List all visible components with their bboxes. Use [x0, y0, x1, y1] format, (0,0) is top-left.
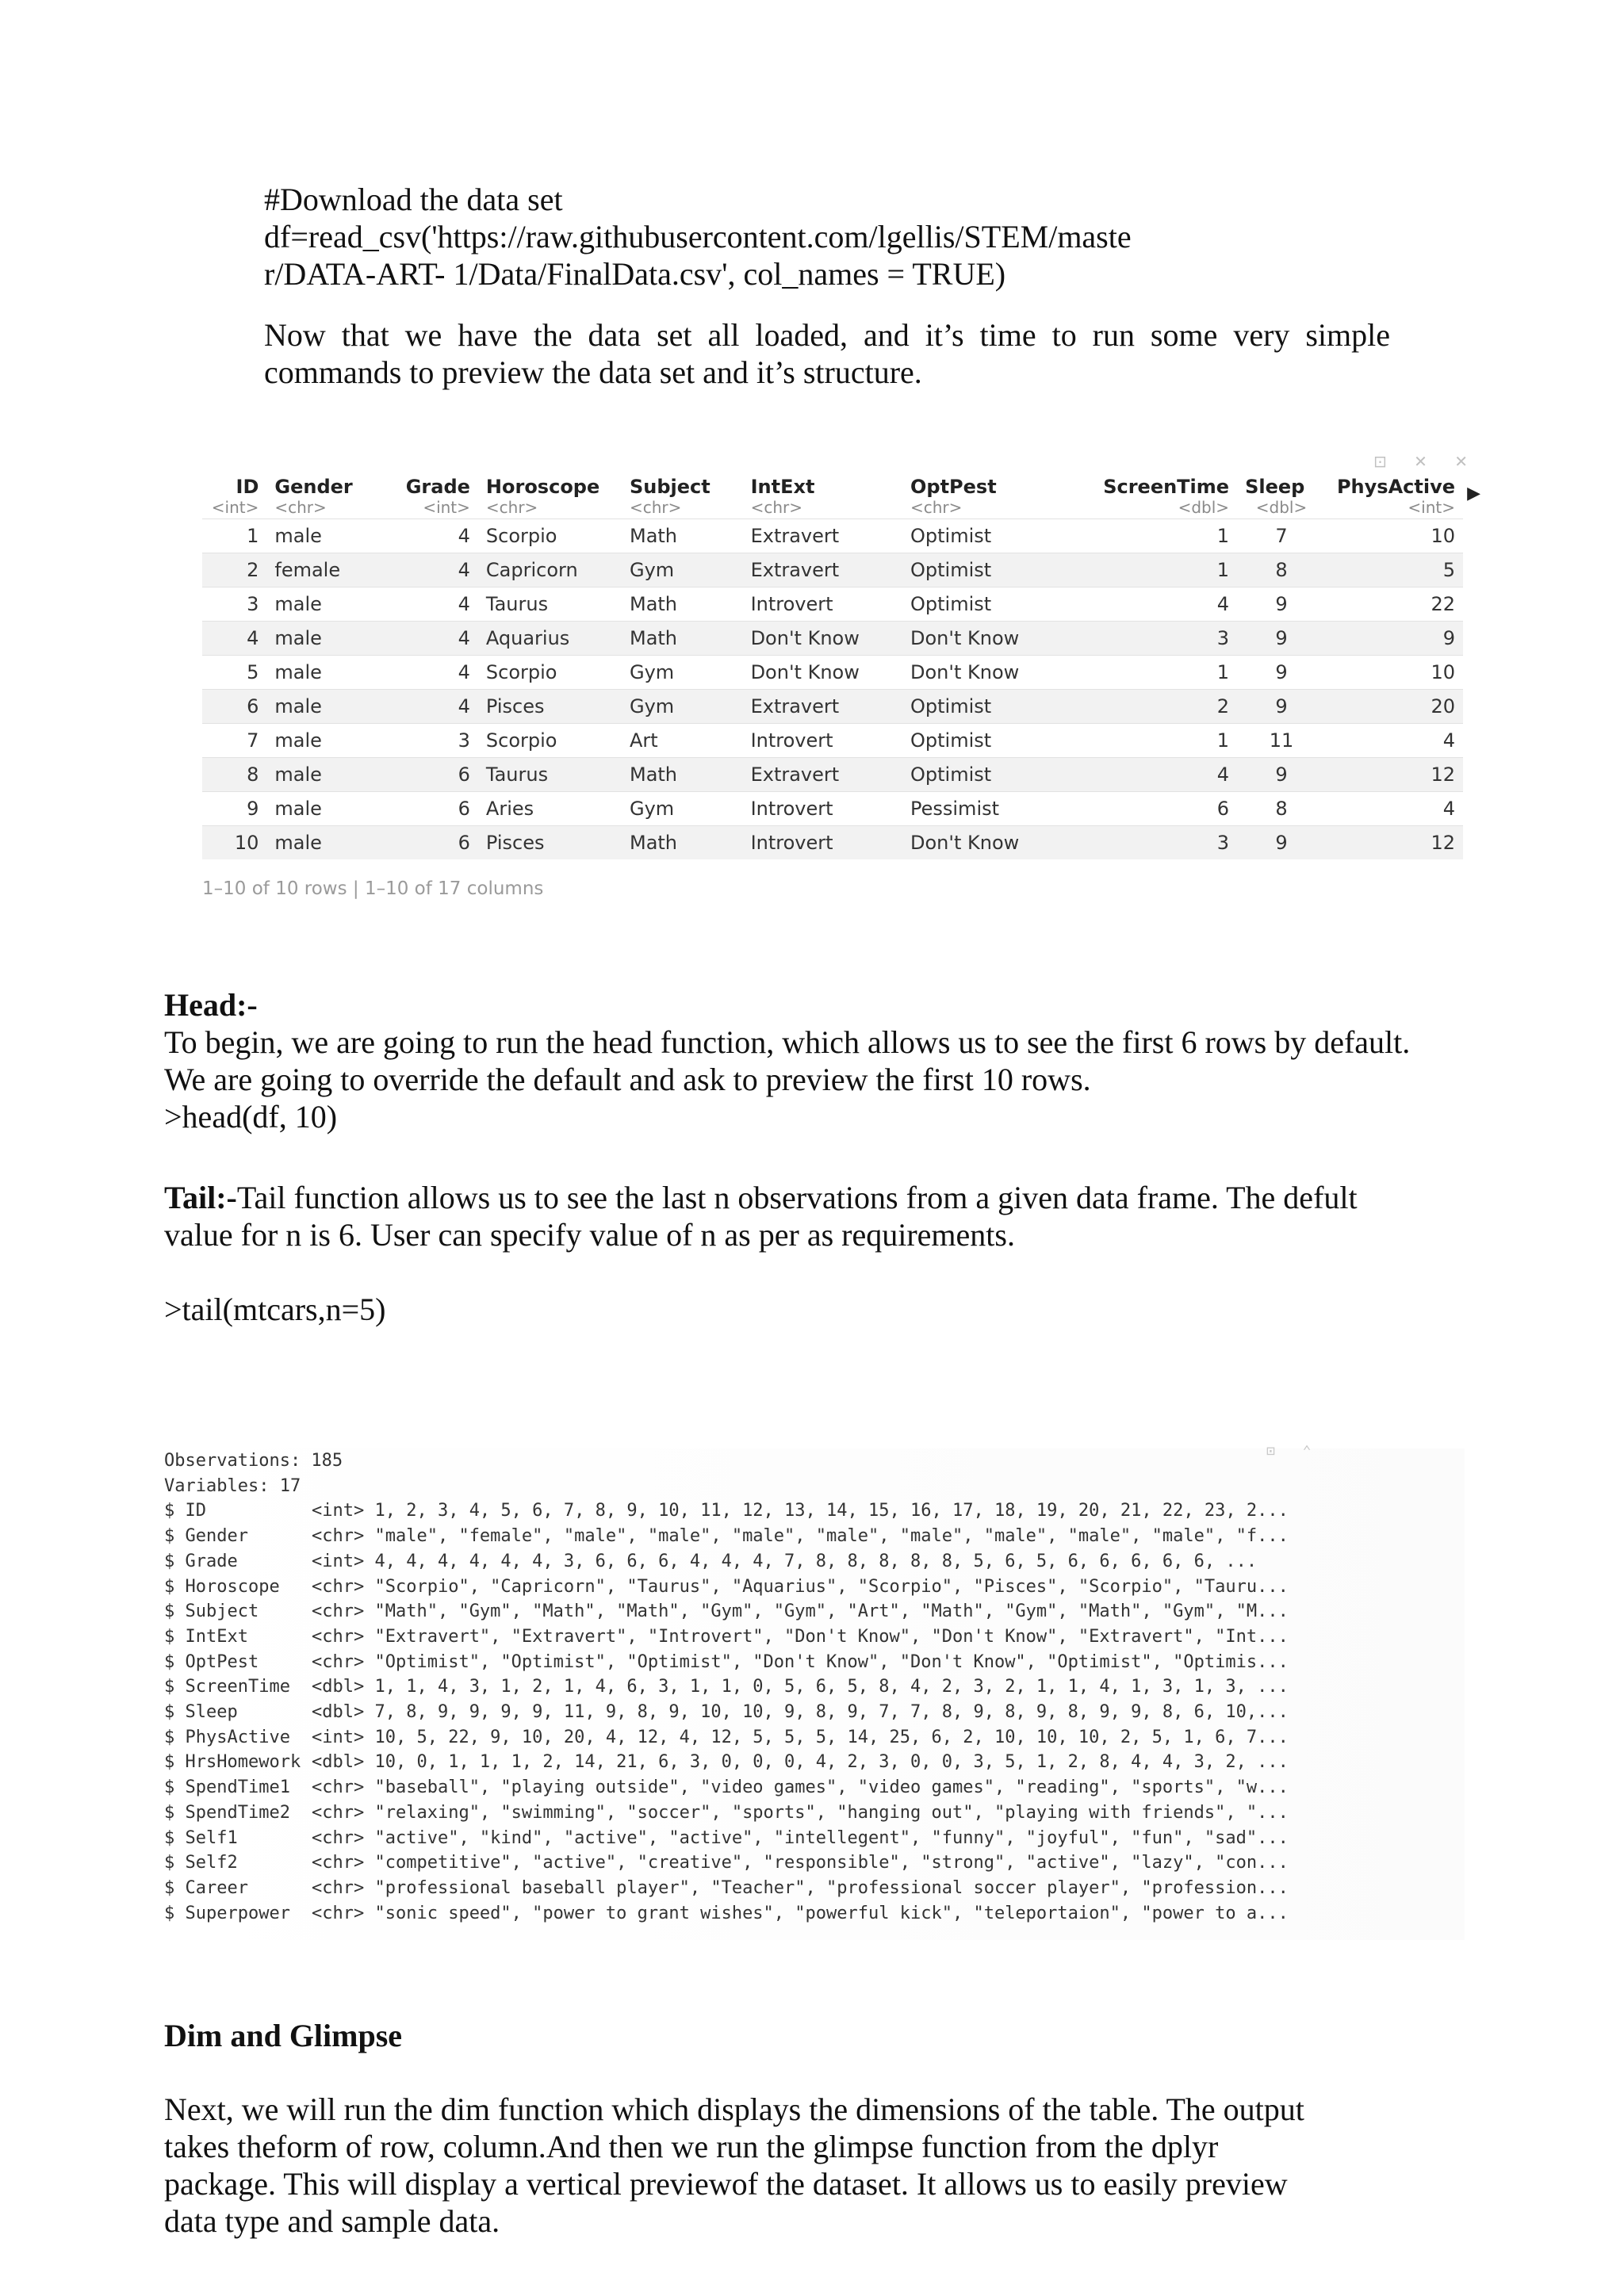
- download-code-block: [264, 181, 1390, 293]
- column-header-horoscope[interactable]: Horoscope: [485, 476, 600, 498]
- table-cell: 20: [1326, 690, 1463, 724]
- head-command: >head(df, 10): [164, 1099, 338, 1135]
- variable-values: "competitive", "active", "creative", "responsible", "strong", "active", "lazy", "con...: [374, 1853, 1289, 1873]
- glimpse-variable-line: [164, 1750, 1465, 1775]
- table-cell: 10: [1326, 519, 1463, 553]
- variable-values: 1, 2, 3, 4, 5, 6, 7, 8, 9, 10, 11, 12, 13, 14, 15, 16, 17, 18, 19, 20, 21, 22, 23, 2...: [374, 1501, 1289, 1521]
- glimpse-variable-line: [164, 1826, 1465, 1851]
- variable-name: $ SpendTime2: [164, 1802, 290, 1823]
- variable-values: "male", "female", "male", "male", "male", "male", "male", "male", "male", "male", "f...: [374, 1526, 1289, 1547]
- table-cell: Introvert: [743, 724, 902, 758]
- dim-section: [164, 2017, 1369, 2240]
- variable-values: 10, 5, 22, 9, 10, 20, 4, 12, 4, 12, 5, 5, 5, 14, 25, 6, 2, 10, 10, 10, 2, 5, 1, 6, 7...: [374, 1727, 1289, 1747]
- table-cell: Optimist: [902, 553, 1093, 587]
- table-cell: 2: [1093, 690, 1237, 724]
- table-cell: Gym: [622, 553, 743, 587]
- column-type-grade: <int>: [423, 498, 470, 517]
- table-cell: 6: [202, 690, 266, 724]
- variable-values: "relaxing", "swimming", "soccer", "sports", "hanging out", "playing with friends", "...: [374, 1802, 1289, 1823]
- variable-type: <chr>: [312, 1651, 365, 1672]
- dim-paragraph: [164, 2091, 1369, 2240]
- table-cell: 7: [202, 724, 266, 758]
- table-cell: Don't Know: [743, 622, 902, 656]
- column-header-optpest[interactable]: OptPest: [910, 476, 997, 498]
- column-type-screentime: <dbl>: [1178, 498, 1230, 517]
- variable-type: <chr>: [312, 1576, 365, 1597]
- table-cell: Introvert: [743, 587, 902, 622]
- table-cell: Don't Know: [902, 826, 1093, 860]
- table-cell: 12: [1326, 758, 1463, 792]
- table-cell: male: [266, 587, 388, 622]
- table-cell: Math: [622, 587, 743, 622]
- variable-name: $ PhysActive: [164, 1727, 290, 1747]
- table-cell: 4: [1326, 724, 1463, 758]
- variable-name: $ HrsHomework: [164, 1752, 301, 1773]
- variable-type: <int>: [312, 1727, 365, 1747]
- table-cell: 4: [388, 622, 478, 656]
- variable-type: <chr>: [312, 1777, 365, 1798]
- column-type-horoscope: <chr>: [485, 498, 538, 517]
- dim-text-line: data type and sample data.: [164, 2203, 500, 2239]
- table-cell: 3: [202, 587, 266, 622]
- table-cell: Optimist: [902, 587, 1093, 622]
- table-cell: Math: [622, 826, 743, 860]
- table-cell: Taurus: [478, 587, 622, 622]
- data-table-body: [202, 519, 1463, 860]
- table-cell: Pisces: [478, 826, 622, 860]
- column-type-row: [202, 498, 1463, 519]
- table-cell: 12: [1326, 826, 1463, 860]
- glimpse-output: [164, 1443, 1465, 1940]
- table-cell: 9: [1326, 622, 1463, 656]
- data-frame-viewer: [202, 450, 1480, 910]
- table-cell: Optimist: [902, 519, 1093, 553]
- variable-name: $ Subject: [164, 1601, 259, 1622]
- glimpse-variable-line: [164, 1599, 1465, 1624]
- head-text-line: To begin, we are going to run the head function, which allows us to see the first 6 rows by default.: [164, 1024, 1411, 1060]
- table-row: [202, 724, 1463, 758]
- variable-type: <chr>: [312, 1526, 365, 1547]
- table-cell: male: [266, 792, 388, 826]
- glimpse-variable-line: [164, 1700, 1465, 1725]
- table-row: [202, 519, 1463, 553]
- tail-text: Tail function allows us to see the last n observations from a given data frame. The defult: [236, 1180, 1358, 1215]
- variable-name: $ Self1: [164, 1827, 238, 1848]
- table-cell: 9: [1237, 826, 1326, 860]
- glimpse-variable-line: [164, 1524, 1465, 1549]
- table-cell: 4: [388, 690, 478, 724]
- table-row: [202, 622, 1463, 656]
- variable-type: <chr>: [312, 1802, 365, 1823]
- column-type-subject: <chr>: [629, 498, 682, 517]
- dim-text-line: takes theform of row, column.And then we run the glimpse function from the dplyr: [164, 2129, 1219, 2164]
- variable-type: <chr>: [312, 1903, 365, 1923]
- table-cell: Don't Know: [902, 622, 1093, 656]
- table-cell: 9: [1237, 587, 1326, 622]
- table-cell: 4: [388, 553, 478, 587]
- column-type-id: <int>: [211, 498, 259, 517]
- table-cell: 4: [202, 622, 266, 656]
- variable-name: $ Self2: [164, 1853, 238, 1873]
- table-cell: Pisces: [478, 690, 622, 724]
- column-header-grade[interactable]: Grade: [405, 476, 470, 498]
- column-header-id[interactable]: ID: [236, 476, 259, 498]
- variable-name: $ Gender: [164, 1526, 248, 1547]
- variable-values: 10, 0, 1, 1, 1, 2, 14, 21, 6, 3, 0, 0, 0, 4, 2, 3, 0, 0, 3, 5, 1, 2, 8, 4, 4, 3, 2, ...: [374, 1752, 1289, 1773]
- variable-values: "Math", "Gym", "Math", "Math", "Gym", "Gym", "Art", "Math", "Gym", "Math", "Gym", "M...: [374, 1601, 1289, 1622]
- glimpse-variable-line: [164, 1650, 1465, 1675]
- table-cell: Scorpio: [478, 656, 622, 690]
- table-cell: 1: [202, 519, 266, 553]
- table-cell: male: [266, 758, 388, 792]
- variable-name: $ Horoscope: [164, 1576, 280, 1597]
- table-cell: 4: [388, 587, 478, 622]
- table-cell: Extravert: [743, 553, 902, 587]
- column-header-screentime[interactable]: ScreenTime: [1103, 476, 1230, 498]
- variable-type: <dbl>: [312, 1752, 365, 1773]
- variable-name: $ IntExt: [164, 1626, 248, 1647]
- variable-values: "Extravert", "Extravert", "Introvert", "Don't Know", "Don't Know", "Extravert", "Int...: [374, 1626, 1289, 1647]
- table-cell: 9: [1237, 656, 1326, 690]
- variable-name: $ OptPest: [164, 1651, 259, 1672]
- table-cell: 6: [388, 758, 478, 792]
- table-cell: Don't Know: [902, 656, 1093, 690]
- table-footer: 1–10 of 10 rows | 1–10 of 17 columns: [202, 878, 544, 899]
- window-controls-icon[interactable]: ⊡ ✕ ✕: [1373, 452, 1479, 471]
- table-cell: 5: [202, 656, 266, 690]
- table-cell: Optimist: [902, 724, 1093, 758]
- column-header-subject[interactable]: Subject: [629, 476, 710, 498]
- table-cell: 2: [202, 553, 266, 587]
- variable-values: 7, 8, 9, 9, 9, 9, 11, 9, 8, 9, 10, 10, 9, 8, 9, 7, 7, 8, 9, 8, 9, 8, 9, 9, 8, 6, 10,...: [374, 1702, 1289, 1723]
- table-cell: female: [266, 553, 388, 587]
- code-line: df=read_csv('https://raw.githubusercontent.com/lgellis/STEM/maste: [264, 219, 1132, 254]
- table-row: [202, 587, 1463, 622]
- glimpse-variable-line: [164, 1850, 1465, 1876]
- column-header-sleep[interactable]: Sleep: [1245, 476, 1305, 498]
- table-cell: 9: [202, 792, 266, 826]
- table-cell: 3: [388, 724, 478, 758]
- tail-title: Tail:-: [164, 1180, 237, 1215]
- column-header-row: [202, 474, 1463, 498]
- variable-type: <chr>: [312, 1853, 365, 1873]
- glimpse-variable-line: [164, 1800, 1465, 1826]
- table-cell: 1: [1093, 724, 1237, 758]
- table-cell: Optimist: [902, 690, 1093, 724]
- column-type-optpest: <chr>: [910, 498, 963, 517]
- table-cell: Art: [622, 724, 743, 758]
- table-cell: 4: [1326, 792, 1463, 826]
- table-cell: male: [266, 519, 388, 553]
- table-cell: male: [266, 656, 388, 690]
- table-cell: 4: [388, 519, 478, 553]
- table-cell: Math: [622, 622, 743, 656]
- tail-command: >tail(mtcars,n=5): [164, 1292, 386, 1327]
- tail-line-1: [164, 1179, 1465, 1216]
- observations-count: Observations: 185: [164, 1451, 343, 1471]
- more-columns-arrow-icon[interactable]: ▶: [1467, 484, 1480, 503]
- variable-type: <chr>: [312, 1626, 365, 1647]
- intro-section: [264, 181, 1390, 391]
- variable-name: $ Superpower: [164, 1903, 290, 1923]
- glimpse-variable-line: [164, 1674, 1465, 1700]
- glimpse-variable-line: [164, 1575, 1465, 1600]
- dim-text-line: package. This will display a vertical previewof the dataset. It allows us to easily preview: [164, 2166, 1288, 2202]
- table-cell: Gym: [622, 792, 743, 826]
- table-cell: 11: [1237, 724, 1326, 758]
- table-row: [202, 553, 1463, 587]
- variable-type: <chr>: [312, 1877, 365, 1898]
- variable-name: $ Grade: [164, 1551, 238, 1571]
- variable-name: $ Sleep: [164, 1702, 238, 1723]
- table-cell: 9: [1237, 758, 1326, 792]
- dim-text-line: Next, we will run the dim function which displays the dimensions of the table. The output: [164, 2091, 1304, 2127]
- variable-values: "sonic speed", "power to grant wishes", "powerful kick", "teleportaion", "power to a...: [374, 1903, 1289, 1923]
- column-type-physactive: <int>: [1408, 498, 1455, 517]
- table-cell: male: [266, 826, 388, 860]
- table-cell: Scorpio: [478, 724, 622, 758]
- table-cell: 1: [1093, 519, 1237, 553]
- table-cell: 6: [1093, 792, 1237, 826]
- table-cell: Extravert: [743, 690, 902, 724]
- glimpse-variable-line: [164, 1876, 1465, 1901]
- table-cell: Aquarius: [478, 622, 622, 656]
- table-row: [202, 792, 1463, 826]
- table-cell: Pessimist: [902, 792, 1093, 826]
- column-type-sleep: <dbl>: [1255, 498, 1308, 517]
- head-title: Head:-: [164, 987, 258, 1023]
- variable-values: "baseball", "playing outside", "video games", "video games", "reading", "sports", "w...: [374, 1777, 1289, 1798]
- table-cell: Math: [622, 758, 743, 792]
- table-cell: 4: [1093, 758, 1237, 792]
- variable-values: "professional baseball player", "Teacher", "professional soccer player", "profession...: [374, 1877, 1289, 1898]
- table-cell: male: [266, 622, 388, 656]
- table-cell: Introvert: [743, 792, 902, 826]
- table-cell: 6: [388, 826, 478, 860]
- table-cell: 10: [1326, 656, 1463, 690]
- table-cell: Capricorn: [478, 553, 622, 587]
- variable-values: 4, 4, 4, 4, 4, 4, 3, 6, 6, 6, 4, 4, 4, 7, 8, 8, 8, 8, 8, 5, 6, 5, 6, 6, 6, 6, 6, ...: [374, 1551, 1258, 1571]
- tail-section: [164, 1179, 1465, 1328]
- table-cell: 8: [202, 758, 266, 792]
- console-controls-icon[interactable]: ⊡ ⌃: [1266, 1443, 1321, 1460]
- glimpse-variable-line: [164, 1775, 1465, 1800]
- table-cell: 6: [388, 792, 478, 826]
- column-header-physactive[interactable]: PhysActive: [1336, 476, 1455, 498]
- table-cell: Introvert: [743, 826, 902, 860]
- table-cell: male: [266, 724, 388, 758]
- variable-type: <chr>: [312, 1601, 365, 1622]
- table-cell: 1: [1093, 553, 1237, 587]
- table-row: [202, 826, 1463, 860]
- variable-values: 1, 1, 4, 3, 1, 2, 1, 4, 6, 3, 1, 1, 0, 5, 6, 5, 8, 4, 2, 3, 2, 1, 1, 4, 1, 3, 1, 3, ...: [374, 1677, 1289, 1697]
- glimpse-variable-line: [164, 1549, 1465, 1575]
- table-row: [202, 758, 1463, 792]
- code-line: #Download the data set: [264, 182, 563, 217]
- variable-type: <dbl>: [312, 1677, 365, 1697]
- table-cell: 8: [1237, 553, 1326, 587]
- table-cell: Scorpio: [478, 519, 622, 553]
- column-type-intext: <chr>: [750, 498, 802, 517]
- dim-title: Dim and Glimpse: [164, 2018, 403, 2053]
- code-line: r/DATA-ART- 1/Data/FinalData.csv', col_names = TRUE): [264, 256, 1006, 292]
- variable-type: <chr>: [312, 1827, 365, 1848]
- table-row: [202, 656, 1463, 690]
- table-cell: Extravert: [743, 758, 902, 792]
- table-cell: Optimist: [902, 758, 1093, 792]
- table-row: [202, 690, 1463, 724]
- head-text-line: We are going to override the default and ask to preview the first 10 rows.: [164, 1062, 1091, 1097]
- table-cell: 10: [202, 826, 266, 860]
- table-cell: 3: [1093, 622, 1237, 656]
- variable-type: <int>: [312, 1551, 365, 1571]
- table-cell: Extravert: [743, 519, 902, 553]
- variable-name: $ SpendTime1: [164, 1777, 290, 1798]
- column-type-gender: <chr>: [274, 498, 327, 517]
- table-cell: Gym: [622, 656, 743, 690]
- variable-type: <dbl>: [312, 1702, 365, 1723]
- glimpse-variable-line: [164, 1624, 1465, 1650]
- table-cell: 7: [1237, 519, 1326, 553]
- variable-values: "Optimist", "Optimist", "Optimist", "Don't Know", "Don't Know", "Optimist", "Optimis...: [374, 1651, 1289, 1672]
- table-cell: 3: [1093, 826, 1237, 860]
- table-cell: Aries: [478, 792, 622, 826]
- glimpse-variable-line: [164, 1901, 1465, 1927]
- variable-name: $ ID: [164, 1501, 206, 1521]
- table-cell: 4: [1093, 587, 1237, 622]
- glimpse-variable-line: [164, 1725, 1465, 1751]
- table-cell: male: [266, 690, 388, 724]
- intro-paragraph: Now that we have the data set all loaded, and it’s time to run some very simple commands to preview the data set and it’s structure.: [264, 317, 1390, 390]
- tail-line-2: value for n is 6. User can specify value of n as per as requirements.: [164, 1217, 1015, 1253]
- table-cell: 9: [1237, 690, 1326, 724]
- variable-type: <int>: [312, 1501, 365, 1521]
- table-cell: Don't Know: [743, 656, 902, 690]
- table-cell: Math: [622, 519, 743, 553]
- table-cell: 4: [388, 656, 478, 690]
- table-cell: Taurus: [478, 758, 622, 792]
- glimpse-variable-line: [164, 1498, 1465, 1524]
- table-cell: 9: [1237, 622, 1326, 656]
- table-cell: 1: [1093, 656, 1237, 690]
- table-cell: 22: [1326, 587, 1463, 622]
- glimpse-variable-list: [164, 1498, 1465, 1926]
- data-table: [202, 474, 1463, 859]
- variable-name: $ Career: [164, 1877, 248, 1898]
- table-cell: 5: [1326, 553, 1463, 587]
- variables-count: Variables: 17: [164, 1475, 301, 1496]
- head-section: [164, 986, 1465, 1135]
- table-cell: Gym: [622, 690, 743, 724]
- variable-name: $ ScreenTime: [164, 1677, 290, 1697]
- variable-values: "active", "kind", "active", "active", "intellegent", "funny", "joyful", "fun", "sad"...: [374, 1827, 1289, 1848]
- column-header-gender[interactable]: Gender: [274, 476, 353, 498]
- column-header-intext[interactable]: IntExt: [750, 476, 815, 498]
- table-cell: 8: [1237, 792, 1326, 826]
- variable-values: "Scorpio", "Capricorn", "Taurus", "Aquarius", "Scorpio", "Pisces", "Scorpio", "Tauru...: [374, 1576, 1289, 1597]
